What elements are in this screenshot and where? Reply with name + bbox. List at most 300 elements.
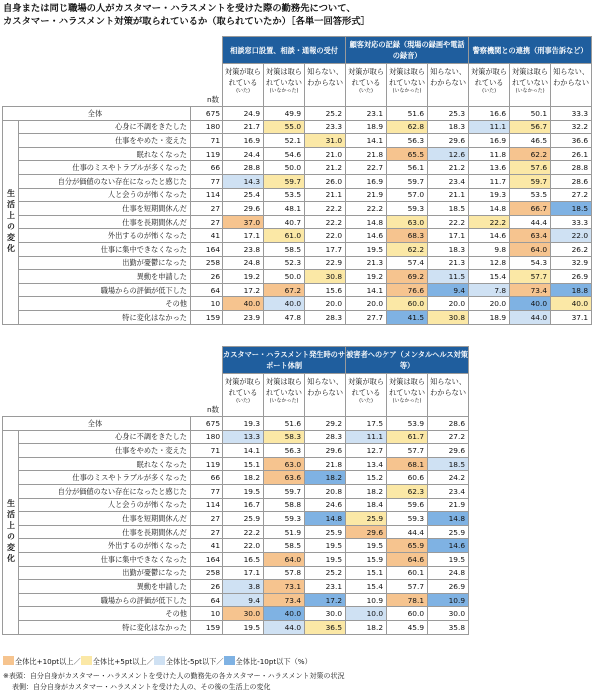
n-value: 26	[191, 270, 223, 284]
legend-swatch	[3, 656, 14, 665]
value-cell: 14.6	[346, 229, 387, 243]
n-value: 71	[191, 134, 223, 148]
value-cell: 28.8	[223, 161, 264, 175]
value-cell: 22.0	[305, 229, 346, 243]
value-cell: 64.6	[387, 552, 428, 566]
value-cell: 30.8	[305, 270, 346, 284]
value-cell: 25.9	[305, 525, 346, 539]
value-cell: 11.1	[346, 430, 387, 444]
value-cell: 15.4	[346, 580, 387, 594]
value-cell: 25.3	[428, 107, 469, 121]
value-cell: 76.6	[387, 283, 428, 297]
page-title	[3, 2, 370, 28]
n-value: 159	[191, 310, 223, 324]
n-value: 41	[191, 539, 223, 553]
value-cell: 32.9	[551, 256, 592, 270]
row-label: 特に変化はなかった	[19, 310, 191, 324]
n-value: 27	[191, 512, 223, 526]
legend-separator: ／	[216, 657, 224, 666]
value-cell: 46.5	[510, 134, 551, 148]
legend-label: 全体比-5pt以下	[165, 657, 217, 666]
row-label: その他	[19, 297, 191, 311]
value-cell: 16.9	[346, 174, 387, 188]
value-cell: 16.6	[469, 107, 510, 121]
value-cell: 24.6	[305, 498, 346, 512]
table-row	[3, 484, 469, 498]
table-row	[3, 229, 592, 243]
row-label: 出勤が憂鬱になった	[19, 566, 191, 580]
value-cell: 69.2	[387, 270, 428, 284]
value-cell: 22.9	[305, 256, 346, 270]
table-row	[3, 256, 592, 270]
col-taken: 対策が取られている (いた)	[346, 374, 387, 417]
value-cell: 19.2	[223, 270, 264, 284]
table-row	[3, 444, 469, 458]
n-value: 159	[191, 620, 223, 634]
value-cell: 14.1	[346, 283, 387, 297]
title-line-2: カスタマー・ハラスメント対策が取られているか（取られていたか）［各単一回答形式］	[3, 16, 370, 27]
col-unknown: 知らない、わからない	[428, 374, 469, 417]
value-cell: 62.3	[387, 484, 428, 498]
row-label: 心身に不調をきたした	[19, 430, 191, 444]
value-cell: 44.4	[387, 525, 428, 539]
n-value: 26	[191, 580, 223, 594]
table-row	[3, 120, 592, 134]
value-cell: 50.0	[264, 161, 305, 175]
value-cell: 57.7	[387, 580, 428, 594]
value-cell: 57.8	[264, 566, 305, 580]
value-cell: 19.2	[346, 270, 387, 284]
n-value: 119	[191, 147, 223, 161]
value-cell: 13.4	[346, 457, 387, 471]
value-cell: 44.4	[510, 215, 551, 229]
value-cell: 11.7	[469, 174, 510, 188]
value-cell: 56.3	[387, 134, 428, 148]
value-cell: 65.9	[387, 539, 428, 553]
col-not-taken: 対策は取られていない (いなかった)	[510, 64, 551, 107]
value-cell: 21.7	[223, 120, 264, 134]
table-row	[3, 134, 592, 148]
table-row	[3, 471, 469, 485]
row-label: 職場からの評価が低下した	[19, 593, 191, 607]
value-cell: 50.1	[510, 107, 551, 121]
row-label: 心身に不調をきたした	[19, 120, 191, 134]
value-cell: 36.6	[551, 134, 592, 148]
value-cell: 26.9	[428, 580, 469, 594]
value-cell: 26.9	[551, 270, 592, 284]
value-cell: 22.2	[346, 202, 387, 216]
value-cell: 63.0	[264, 457, 305, 471]
value-cell: 18.5	[428, 457, 469, 471]
table-row	[3, 147, 592, 161]
value-cell: 44.0	[264, 620, 305, 634]
row-label: 特に変化はなかった	[19, 620, 191, 634]
value-cell: 17.2	[223, 283, 264, 297]
value-cell: 57.4	[387, 256, 428, 270]
value-cell: 14.3	[223, 174, 264, 188]
value-cell: 23.1	[346, 107, 387, 121]
value-cell: 28.8	[551, 161, 592, 175]
value-cell: 28.3	[305, 430, 346, 444]
note-header: ※表頭：自分自身がカスタマー・ハラスメントを受けた人の勤務先の各カスタマー・ハラスメント対策の状況	[3, 672, 345, 680]
value-cell: 12.6	[428, 147, 469, 161]
table-row	[3, 498, 469, 512]
row-label: 人と会うのが怖くなった	[19, 188, 191, 202]
value-cell: 25.2	[305, 566, 346, 580]
value-cell: 21.8	[346, 147, 387, 161]
table-row	[3, 593, 469, 607]
row-label: 外出するのが怖くなった	[19, 539, 191, 553]
table-row	[3, 620, 469, 634]
col-taken: 対策が取られている (いた)	[223, 64, 264, 107]
value-cell: 60.0	[387, 607, 428, 621]
row-label: 全体	[3, 107, 191, 121]
value-cell: 22.2	[223, 525, 264, 539]
value-cell: 51.6	[264, 417, 305, 431]
value-cell: 35.8	[428, 620, 469, 634]
value-cell: 29.6	[305, 444, 346, 458]
value-cell: 7.8	[469, 283, 510, 297]
value-cell: 15.2	[346, 471, 387, 485]
survey-table-2	[2, 346, 469, 635]
value-cell: 56.3	[264, 444, 305, 458]
value-cell: 24.4	[223, 147, 264, 161]
n-value: 66	[191, 471, 223, 485]
value-cell: 22.2	[428, 215, 469, 229]
row-label: 自分が価値のない存在になったと感じた	[19, 174, 191, 188]
value-cell: 15.1	[223, 457, 264, 471]
value-cell: 31.0	[305, 134, 346, 148]
n-value: 27	[191, 202, 223, 216]
value-cell: 23.4	[428, 484, 469, 498]
group-title: 警察機関との連携（刑事告訴など）	[469, 37, 592, 64]
value-cell: 17.1	[223, 229, 264, 243]
row-label: その他	[19, 607, 191, 621]
value-cell: 19.5	[346, 242, 387, 256]
value-cell: 15.6	[305, 283, 346, 297]
value-cell: 21.9	[428, 498, 469, 512]
row-label: 仕事のミスやトラブルが多くなった	[19, 161, 191, 175]
value-cell: 29.6	[428, 134, 469, 148]
n-value: 258	[191, 566, 223, 580]
value-cell: 25.4	[223, 188, 264, 202]
n-value: 114	[191, 188, 223, 202]
table-row	[3, 215, 592, 229]
row-label: 眠れなくなった	[19, 147, 191, 161]
group-header-row	[3, 347, 469, 374]
row-label: 仕事を短期間休んだ	[19, 512, 191, 526]
value-cell: 59.7	[387, 174, 428, 188]
value-cell: 27.7	[346, 310, 387, 324]
value-cell: 37.1	[551, 310, 592, 324]
value-cell: 61.0	[264, 229, 305, 243]
col-unknown: 知らない、わからない	[551, 64, 592, 107]
value-cell: 14.1	[346, 134, 387, 148]
n-value: 119	[191, 457, 223, 471]
n-value: 64	[191, 593, 223, 607]
n-value: 77	[191, 174, 223, 188]
total-row	[3, 417, 469, 431]
row-label: 仕事を短期間休んだ	[19, 202, 191, 216]
value-cell: 19.5	[223, 484, 264, 498]
value-cell: 64.0	[264, 552, 305, 566]
value-cell: 60.6	[387, 471, 428, 485]
value-cell: 14.8	[469, 202, 510, 216]
value-cell: 18.4	[346, 498, 387, 512]
value-cell: 16.9	[469, 134, 510, 148]
table-row	[3, 525, 469, 539]
value-cell: 22.0	[551, 229, 592, 243]
value-cell: 53.5	[510, 188, 551, 202]
value-cell: 54.6	[264, 147, 305, 161]
value-cell: 19.3	[223, 417, 264, 431]
group-header-row	[3, 37, 592, 64]
value-cell: 40.0	[510, 297, 551, 311]
col-unknown: 知らない、わからない	[305, 64, 346, 107]
value-cell: 16.5	[223, 552, 264, 566]
value-cell: 41.5	[387, 310, 428, 324]
n-value: 675	[191, 107, 223, 121]
value-cell: 19.5	[346, 539, 387, 553]
n-value: 41	[191, 229, 223, 243]
value-cell: 28.6	[428, 417, 469, 431]
value-cell: 18.8	[551, 283, 592, 297]
value-cell: 18.9	[469, 310, 510, 324]
value-cell: 52.3	[264, 256, 305, 270]
legend-label: 全体比-10pt以下	[235, 657, 291, 666]
value-cell: 53.9	[387, 417, 428, 431]
value-cell: 62.2	[510, 147, 551, 161]
value-cell: 22.0	[223, 539, 264, 553]
col-not-taken: 対策は取られていない (いなかった)	[264, 374, 305, 417]
col-taken: 対策が取られている (いた)	[469, 64, 510, 107]
row-label: 職場からの評価が低下した	[19, 283, 191, 297]
value-cell: 18.5	[428, 202, 469, 216]
value-cell: 59.7	[264, 174, 305, 188]
side-label: 生活上の変化	[3, 430, 19, 634]
value-cell: 25.2	[305, 107, 346, 121]
n-value: 71	[191, 444, 223, 458]
table-row	[3, 188, 592, 202]
row-label: 仕事を長期間休んだ	[19, 525, 191, 539]
value-cell: 10.9	[346, 593, 387, 607]
n-value: 10	[191, 297, 223, 311]
value-cell: 56.7	[510, 120, 551, 134]
value-cell: 51.9	[264, 525, 305, 539]
row-label: 人と会うのが怖くなった	[19, 498, 191, 512]
value-cell: 45.9	[387, 620, 428, 634]
value-cell: 20.0	[346, 297, 387, 311]
value-cell: 59.3	[264, 512, 305, 526]
value-cell: 57.6	[510, 161, 551, 175]
legend-swatch	[154, 656, 165, 665]
value-cell: 57.0	[387, 188, 428, 202]
value-cell: 59.3	[387, 512, 428, 526]
value-cell: 73.4	[510, 283, 551, 297]
value-cell: 68.1	[387, 457, 428, 471]
n-value: 114	[191, 498, 223, 512]
survey-table-1	[2, 36, 592, 325]
value-cell: 40.0	[264, 607, 305, 621]
value-cell: 29.6	[346, 525, 387, 539]
value-cell: 15.1	[346, 566, 387, 580]
value-cell: 18.9	[346, 120, 387, 134]
row-label: 仕事をやめた・変えた	[19, 444, 191, 458]
value-cell: 26.0	[305, 174, 346, 188]
row-label: 出勤が憂鬱になった	[19, 256, 191, 270]
value-cell: 24.9	[223, 107, 264, 121]
value-cell: 57.7	[387, 444, 428, 458]
color-legend	[3, 656, 312, 668]
value-cell: 29.6	[428, 444, 469, 458]
value-cell: 18.3	[428, 242, 469, 256]
value-cell: 61.7	[387, 430, 428, 444]
value-cell: 18.5	[551, 202, 592, 216]
value-cell: 17.5	[346, 417, 387, 431]
value-cell: 73.4	[264, 593, 305, 607]
value-cell: 23.4	[428, 174, 469, 188]
value-cell: 23.1	[305, 580, 346, 594]
value-cell: 3.8	[223, 580, 264, 594]
legend-separator: ／	[146, 657, 154, 666]
value-cell: 12.8	[469, 256, 510, 270]
n-value: 27	[191, 215, 223, 229]
value-cell: 51.6	[387, 107, 428, 121]
row-label: 仕事を長期間休んだ	[19, 215, 191, 229]
row-label: 全体	[3, 417, 191, 431]
row-label: 仕事に集中できなくなった	[19, 552, 191, 566]
value-cell: 19.3	[469, 188, 510, 202]
value-cell: 59.7	[264, 484, 305, 498]
row-label: 仕事のミスやトラブルが多くなった	[19, 471, 191, 485]
table-row	[3, 512, 469, 526]
legend-label: 全体比+5pt以上	[92, 657, 147, 666]
value-cell: 30.0	[223, 607, 264, 621]
value-cell: 30.8	[428, 310, 469, 324]
value-cell: 13.3	[223, 430, 264, 444]
n-value: 675	[191, 417, 223, 431]
col-unknown: 知らない、わからない	[305, 374, 346, 417]
group-title: 顧客対応の記録（現場の録画や電話の録音）	[346, 37, 469, 64]
value-cell: 24.2	[428, 471, 469, 485]
value-cell: 52.1	[264, 134, 305, 148]
value-cell: 23.9	[223, 310, 264, 324]
value-cell: 53.5	[264, 188, 305, 202]
legend-swatch	[224, 656, 235, 665]
value-cell: 17.2	[305, 593, 346, 607]
value-cell: 14.8	[305, 512, 346, 526]
value-cell: 20.0	[428, 297, 469, 311]
value-cell: 19.5	[428, 552, 469, 566]
n-value: 164	[191, 242, 223, 256]
col-unknown: 知らない、わからない	[428, 64, 469, 107]
table-row	[3, 607, 469, 621]
value-cell: 22.7	[346, 161, 387, 175]
value-cell: 27.2	[428, 430, 469, 444]
value-cell: 30.0	[428, 607, 469, 621]
value-cell: 13.6	[469, 161, 510, 175]
row-label: 仕事に集中できなくなった	[19, 242, 191, 256]
value-cell: 54.3	[510, 256, 551, 270]
value-cell: 9.4	[223, 593, 264, 607]
col-not-taken: 対策は取られていない (いなかった)	[387, 64, 428, 107]
table-row	[3, 430, 469, 444]
table-row	[3, 202, 592, 216]
legend-swatch	[81, 656, 92, 665]
table-row	[3, 310, 592, 324]
value-cell: 9.8	[469, 242, 510, 256]
value-cell: 60.0	[387, 297, 428, 311]
value-cell: 21.1	[428, 188, 469, 202]
value-cell: 18.2	[223, 471, 264, 485]
group-title: 相談窓口設置、相談・通報の受付	[223, 37, 346, 64]
value-cell: 22.2	[305, 215, 346, 229]
row-label: 眠れなくなった	[19, 457, 191, 471]
value-cell: 15.4	[469, 270, 510, 284]
n-value: 258	[191, 256, 223, 270]
table-row	[3, 283, 592, 297]
value-cell: 14.1	[223, 444, 264, 458]
value-cell: 14.8	[428, 512, 469, 526]
n-label: n数	[206, 405, 220, 414]
value-cell: 11.5	[428, 270, 469, 284]
value-cell: 56.1	[387, 161, 428, 175]
side-label: 生活上の変化	[3, 120, 19, 324]
value-cell: 19.5	[305, 539, 346, 553]
value-cell: 44.0	[510, 310, 551, 324]
table-row	[3, 457, 469, 471]
n-value: 66	[191, 161, 223, 175]
legend-label: 全体比+10pt以上	[15, 657, 74, 666]
value-cell: 37.0	[223, 215, 264, 229]
value-cell: 25.9	[346, 512, 387, 526]
table-row	[3, 552, 469, 566]
value-cell: 26.2	[551, 242, 592, 256]
value-cell: 57.7	[510, 270, 551, 284]
value-cell: 48.1	[264, 202, 305, 216]
col-not-taken: 対策は取られていない (いなかった)	[264, 64, 305, 107]
value-cell: 59.6	[387, 498, 428, 512]
value-cell: 11.8	[469, 147, 510, 161]
value-cell: 40.7	[264, 215, 305, 229]
value-cell: 21.2	[428, 161, 469, 175]
value-cell: 40.0	[223, 297, 264, 311]
total-row	[3, 107, 592, 121]
value-cell: 21.3	[346, 256, 387, 270]
n-value: 27	[191, 525, 223, 539]
value-cell: 19.5	[305, 552, 346, 566]
legend-separator: ／	[73, 657, 81, 666]
table-row	[3, 242, 592, 256]
table-row	[3, 566, 469, 580]
value-cell: 17.1	[428, 229, 469, 243]
value-cell: 58.3	[264, 430, 305, 444]
value-cell: 21.3	[428, 256, 469, 270]
value-cell: 14.8	[346, 215, 387, 229]
value-cell: 15.9	[346, 552, 387, 566]
value-cell: 23.3	[305, 120, 346, 134]
col-taken: 対策が取られている (いた)	[346, 64, 387, 107]
value-cell: 19.5	[223, 620, 264, 634]
value-cell: 29.2	[305, 417, 346, 431]
value-cell: 28.3	[305, 310, 346, 324]
value-cell: 33.3	[551, 107, 592, 121]
value-cell: 62.2	[387, 242, 428, 256]
value-cell: 21.1	[305, 188, 346, 202]
value-cell: 58.8	[264, 498, 305, 512]
value-cell: 78.1	[387, 593, 428, 607]
value-cell: 40.0	[551, 297, 592, 311]
